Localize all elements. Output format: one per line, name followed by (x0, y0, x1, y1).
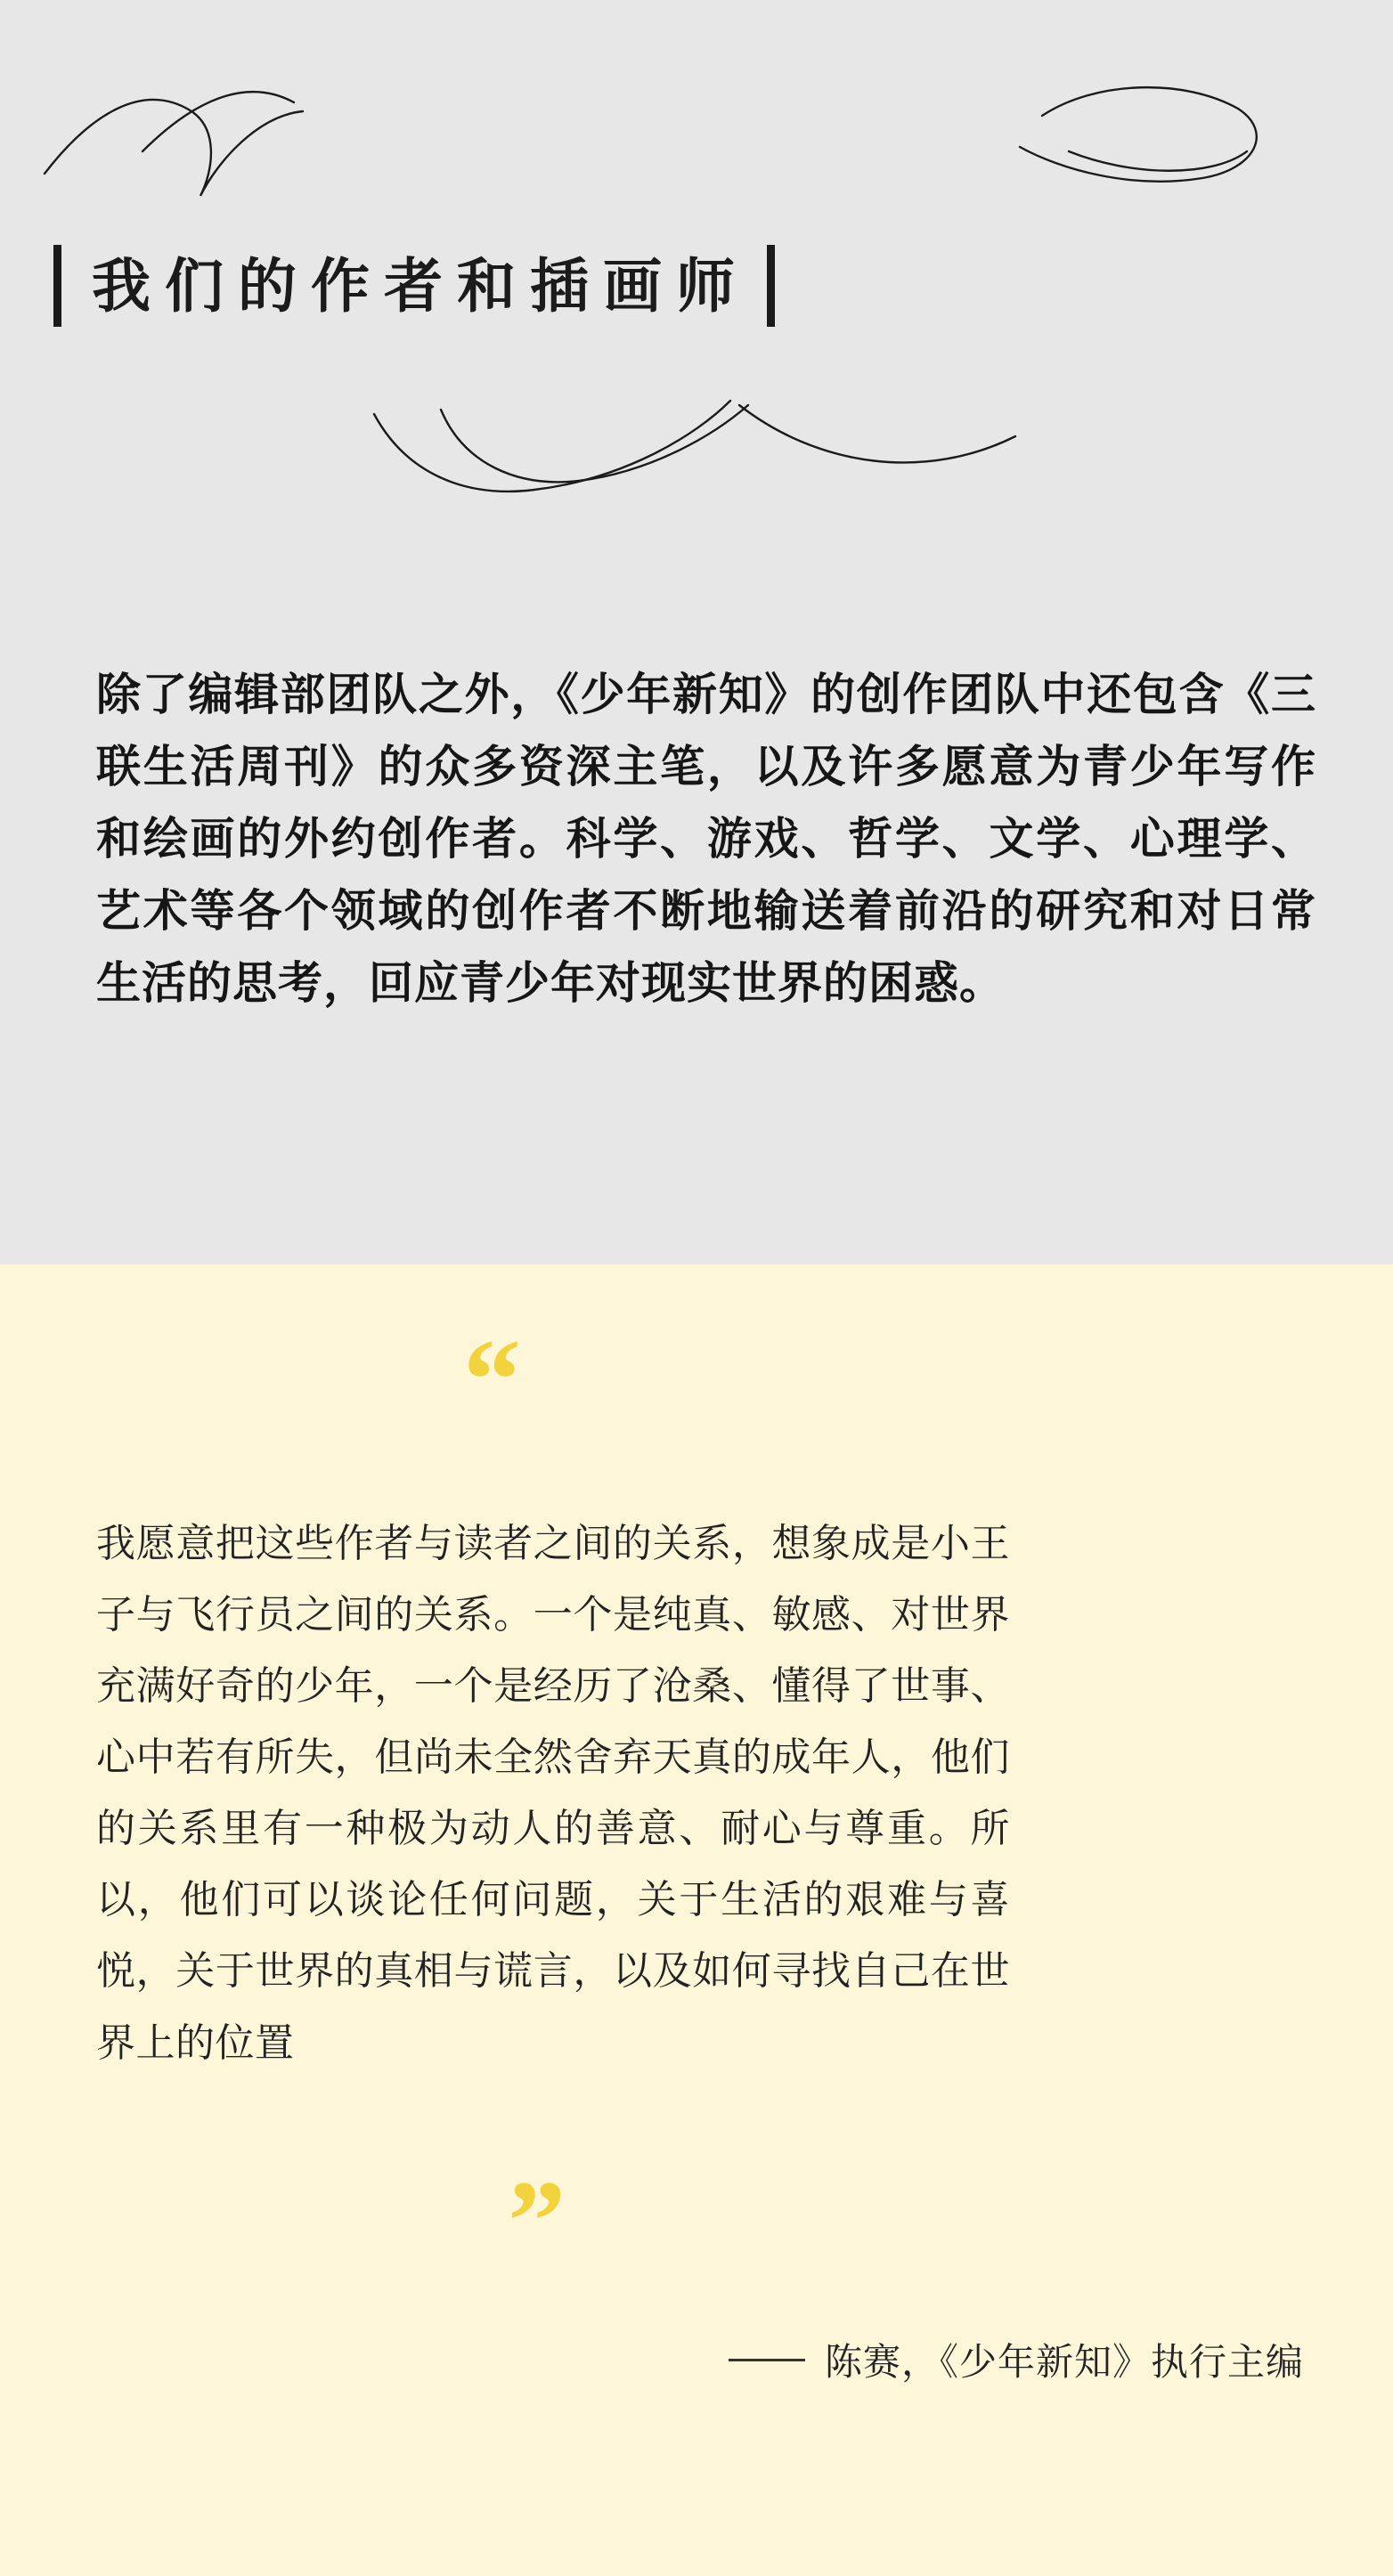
intro-paragraph: 除了编辑部团队之外，《少年新知》的创作团队中还包含《三联生活周刊》的众多资深主笔，以及许多愿意为青少年写作和绘画的外约创作者。科学、游戏、哲学、文学、心理学、艺术等各个领域的创作者不断地输送着前沿的研究和对日常生活的思考，回应青少年对现实世界的困惑。 (96, 670, 1316, 1008)
title-right-rule (767, 245, 775, 327)
title-left-rule (53, 245, 61, 327)
bottom-swoosh-icon (356, 383, 1069, 525)
header-section (0, 0, 1393, 1264)
attribution-dash-icon (729, 2359, 805, 2361)
quote-close-icon: ” (508, 2158, 566, 2286)
quote-section (0, 1264, 1393, 2576)
attribution-text: 陈赛，《少年新知》执行主编 (824, 2341, 1304, 2383)
quote-attribution (729, 2333, 1304, 2386)
quote-open-icon: “ (463, 1316, 521, 1444)
page-title-text: 我们的作者和插画师 (92, 253, 749, 319)
page-title (53, 245, 775, 327)
quote-text: 我愿意把这些作者与读者之间的关系，想象成是小王子与飞行员之间的关系。一个是纯真、敏感、对世界充满好奇的少年，一个是经历了沧桑、懂得了世事、心中若有所失，但尚未全然舍弃天真的成年人，他们的关系里有一种极为动人的善意、耐心与尊重。所以，他们可以谈论任何问题，关于生活的艰难与喜悦，关于世界的真相与谎言，以及如何寻找自己在世界上的位置 (96, 1522, 1010, 2065)
